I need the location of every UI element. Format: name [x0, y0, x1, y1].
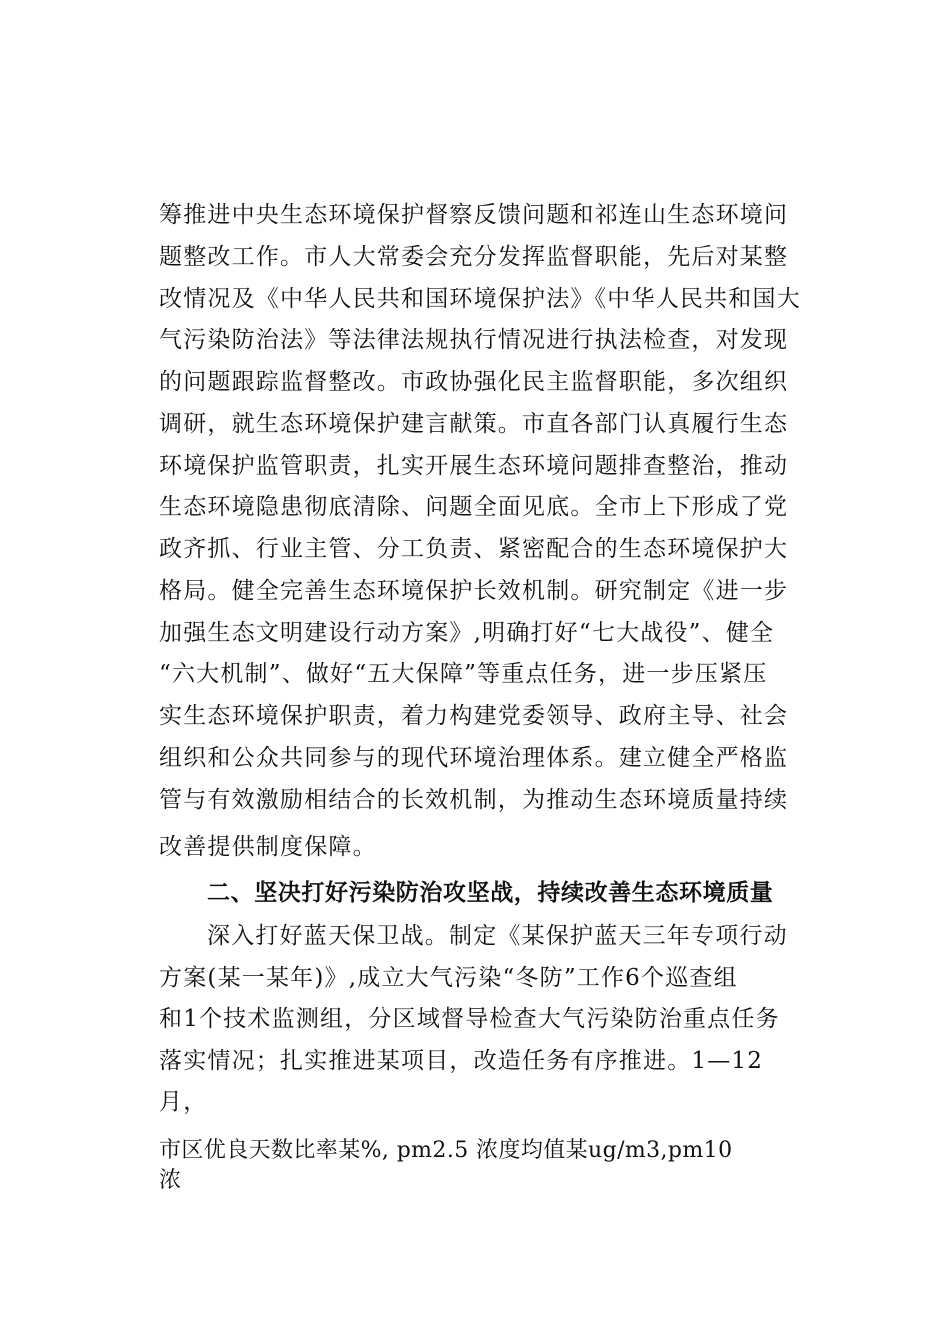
- paragraph-line: 落实情况；扎实推进某项目，改造任务有序推进。1—12: [159, 1048, 764, 1074]
- paragraph-line: 和1个技术监测组，分区域督导检查大气污染防治重点任务: [159, 1006, 780, 1032]
- paragraph-line: 加强生态文明建设行动方案》,明确打好“七大战役”、健全: [159, 620, 775, 646]
- paragraph-line: 深入打好蓝天保卫战。制定《某保护蓝天三年专项行动: [207, 923, 788, 949]
- paragraph-line: 政齐抓、行业主管、分工负责、紧密配合的生态环境保护大: [159, 536, 789, 562]
- paragraph-line: 实生态环境保护职责，着力构建党委领导、政府主导、社会: [159, 703, 789, 729]
- paragraph-line: 改情况及《中华人民共和国环境保护法》《中华人民共和国大: [159, 286, 801, 312]
- section-heading: 二、坚决打好污染防治攻坚战，持续改善生态环境质量: [207, 880, 774, 906]
- paragraph-line: 改善提供制度保障。: [159, 834, 377, 860]
- paragraph-line: 筹推进中央生态环境保护督察反馈问题和祁连山生态环境问: [159, 202, 789, 228]
- paragraph-line: 环境保护监管职责，扎实开展生态环境问题排查整治，推动: [159, 453, 789, 479]
- paragraph-line: “六大机制”、做好“五大保障”等重点任务，进一步压紧压: [159, 661, 768, 687]
- paragraph-line: 格局。健全完善生态环境保护长效机制。研究制定《进一步: [159, 578, 789, 604]
- paragraph-line: 的问题跟踪监督整改。市政协强化民主监督职能，多次组织: [159, 369, 789, 395]
- paragraph-line: 生态环境隐患彻底清除、问题全面见底。全市上下形成了党: [159, 494, 789, 520]
- paragraph-line: 方案(某一某年)》,成立大气污染“冬防”工作6个巡查组: [159, 965, 738, 991]
- paragraph-line: 市区优良天数比率某%, pm2.5 浓度均值某ug/m3,pm10: [159, 1138, 733, 1163]
- paragraph-line: 浓: [159, 1168, 182, 1193]
- paragraph-line: 调研，就生态环境保护建言献策。市直各部门认真履行生态: [159, 411, 789, 437]
- paragraph-line: 气污染防治法》等法律法规执行情况进行执法检查，对发现: [159, 327, 789, 353]
- paragraph-line: 月，: [159, 1089, 208, 1115]
- paragraph-line: 组织和公众共同参与的现代环境治理体系。建立健全严格监: [159, 745, 789, 771]
- paragraph-line: 题整改工作。市人大常委会充分发挥监督职能，先后对某整: [159, 244, 789, 270]
- paragraph-line: 管与有效激励相结合的长效机制，为推动生态环境质量持续: [159, 787, 789, 813]
